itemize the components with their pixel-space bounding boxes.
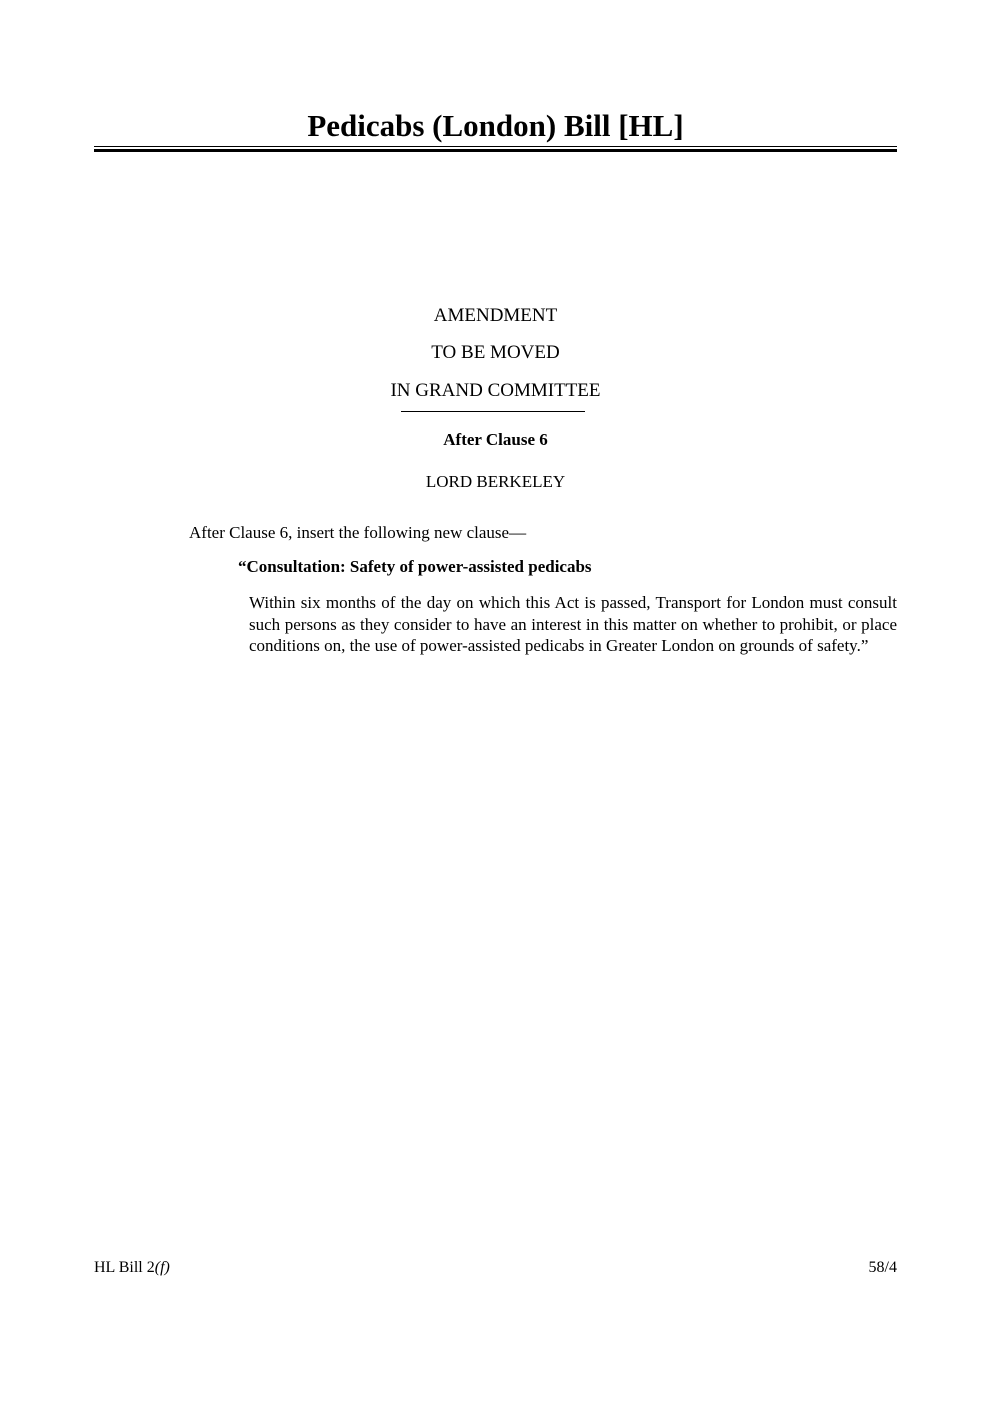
new-clause-heading: “Consultation: Safety of power-assisted pedicabs [238,557,592,576]
print-reference: 58/4 [868,1259,897,1276]
committee-heading: IN GRAND COMMITTEE [390,380,601,401]
bill-reference-prefix: HL Bill 2 [94,1259,155,1276]
new-clause-body: Within six months of the day on which this Act is passed, Transport for London must consult such persons as they consider to have an interest in this matter on whether to prohibit, or place conditions on, the use of power-assisted pedicabs in Greater London on grounds of safety.” [249,593,897,655]
amendment-instruction: After Clause 6, insert the following new clause— [189,523,527,542]
bill-reference-suffix: (f) [154,1259,170,1276]
title-rule-thick [94,149,897,152]
clause-position: After Clause 6 [443,430,548,449]
to-be-moved-heading: TO BE MOVED [431,342,560,363]
title-rule-thin [94,146,897,147]
heading-divider [401,411,585,412]
mover-name: LORD BERKELEY [425,472,566,491]
bill-reference [94,1259,170,1277]
document-title: Pedicabs (London) Bill [HL] [307,108,684,143]
amendment-heading: AMENDMENT [433,305,558,326]
